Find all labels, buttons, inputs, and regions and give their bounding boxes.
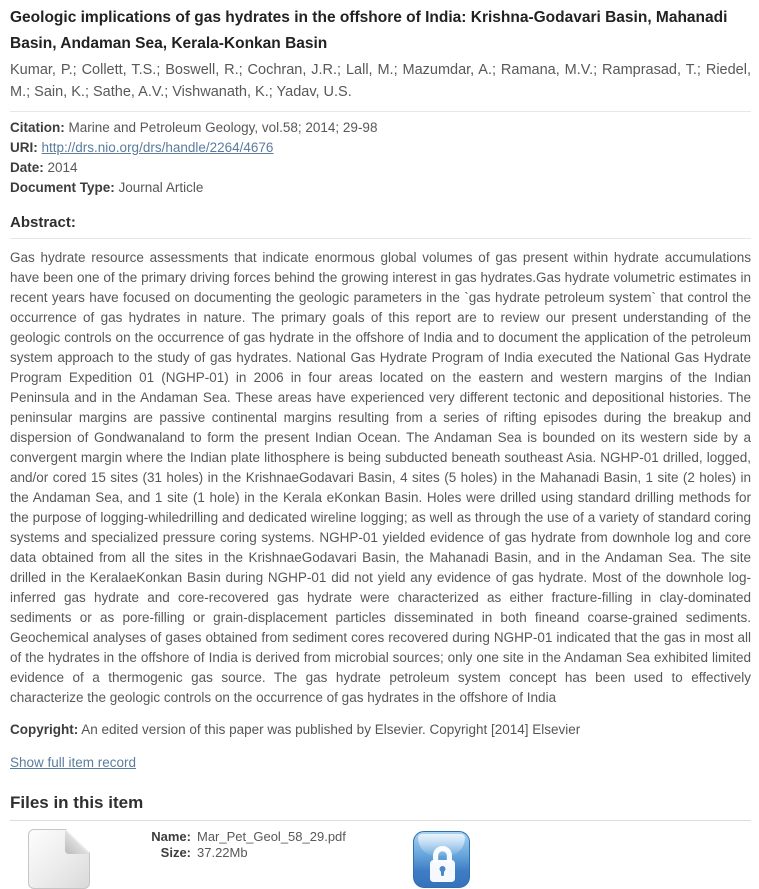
uri-link[interactable]: http://drs.nio.org/drs/handle/2264/4676	[41, 140, 274, 155]
citation-value: Marine and Petroleum Geology, vol.58; 2014; 29-98	[68, 120, 378, 135]
files-section-heading: Files in this item	[10, 793, 751, 821]
show-full-item-record-link[interactable]: Show full item record	[10, 755, 137, 770]
uri-row	[10, 138, 751, 158]
document-type-value: Journal Article	[118, 180, 204, 195]
copyright-value: An edited version of this paper was published by Elsevier. Copyright [2014] Elsevier	[81, 722, 581, 737]
date-row	[10, 158, 751, 178]
citation-label: Citation:	[10, 120, 65, 135]
document-file-icon	[28, 829, 90, 889]
file-size-value: 37.22Mb	[197, 844, 248, 860]
citation-row	[10, 118, 751, 138]
lock-restricted-icon	[413, 831, 470, 888]
file-list-item	[10, 821, 751, 865]
divider	[10, 111, 751, 112]
copyright-row	[10, 720, 751, 740]
copyright-label: Copyright:	[10, 722, 79, 737]
file-metadata	[143, 829, 346, 860]
page-title: Geologic implications of gas hydrates in the offshore of India: Krishna-Godavari Basin, Mahanadi Basin, Andaman Sea, Kerala-Konkan Basin	[10, 9, 728, 52]
page-fold-corner	[65, 830, 89, 854]
padlock-glyph	[414, 832, 471, 889]
document-type-row	[10, 178, 751, 198]
document-type-label: Document Type:	[10, 180, 115, 195]
date-value: 2014	[47, 160, 78, 175]
date-label: Date:	[10, 160, 44, 175]
author-list: Kumar, P.; Collett, T.S.; Boswell, R.; Cochran, J.R.; Lall, M.; Mazumdar, A.; Ramana, M.V.; Ramprasad, T.; Riedel, M.; Sain, K.; Sathe, A.V.; Vishwanath, K.; Yadav, U.S.	[10, 62, 751, 100]
abstract-heading: Abstract:	[10, 214, 751, 239]
uri-label: URI:	[10, 140, 38, 155]
file-size-label: Size:	[160, 844, 191, 860]
file-name-label: Name:	[151, 829, 191, 844]
file-name-value[interactable]: Mar_Pet_Geol_58_29.pdf	[197, 829, 346, 844]
abstract-text: Gas hydrate resource assessments that indicate enormous global volumes of gas present within hydrate accumulations have been one of the primary driving forces behind the growing interest in gas hydrates.Gas hydrate volumetric estimates in recent years have focused on documenting the geologic parameters in the `gas hydrate petroleum system` that control the occurrence of gas hydrates in nature. The primary goals of this report are to review our present understanding of the geologic controls on the occurrence of gas hydrate in the offshore of India and to document the application of the petroleum system approach to the study of gas hydrates. National Gas Hydrate Program of India executed the National Gas Hydrate Program Expedition 01 (NGHP-01) in 2006 in four areas located on the eastern and western margins of the Indian Peninsula and in the Andaman Sea. These areas have experienced very different tectonic and depositional histories. The peninsular margins are passive continental margins resulting from a series of rifting episodes during the breakup and dispersion of Gondwanaland to form the present Indian Ocean. The Andaman Sea is bounded on its western side by a convergent margin where the Indian plate lithosphere is being subducted beneath southeast Asia. NGHP-01 drilled, logged, and/or cored 15 sites (31 holes) in the KrishnaeGodavari Basin, 4 sites (5 holes) in the Mahanadi Basin, 1 site (2 holes) in the Andaman Sea, and 1 site (1 hole) in the Kerala eKonkan Basin. Holes were drilled using standard drilling methods for the purpose of logging-whiledrilling and dedicated wireline logging; as well as through the use of a variety of standard coring systems and specialized pressure coring systems. NGHP-01 yielded evidence of gas hydrate from downhole log and core data obtained from all the sites in the KrishnaeGodavari Basin, the Mahanadi Basin, and in the Andaman Sea. The site drilled in the KeralaeKonkan Basin during NGHP-01 did not yield any evidence of gas hydrate. Most of the downhole log-inferred gas hydrate and core-recovered gas hydrate were characterized as either fracture-filling in clay-dominated sediments or as pore-filling or grain-displacement particles disseminated in both fineand coarse-grained sediments. Geochemical analyses of gases obtained from sediment cores recovered during NGHP-01 indicated that the gas in most all of the hydrates in the offshore of India is derived from microbial sources; only one site in the Andaman Sea exhibited limited evidence of a thermogenic gas source. The gas hydrate petroleum system concept has been used to effectively characterize the geologic controls on the occurrence of gas hydrates in the offshore of India	[10, 250, 751, 705]
